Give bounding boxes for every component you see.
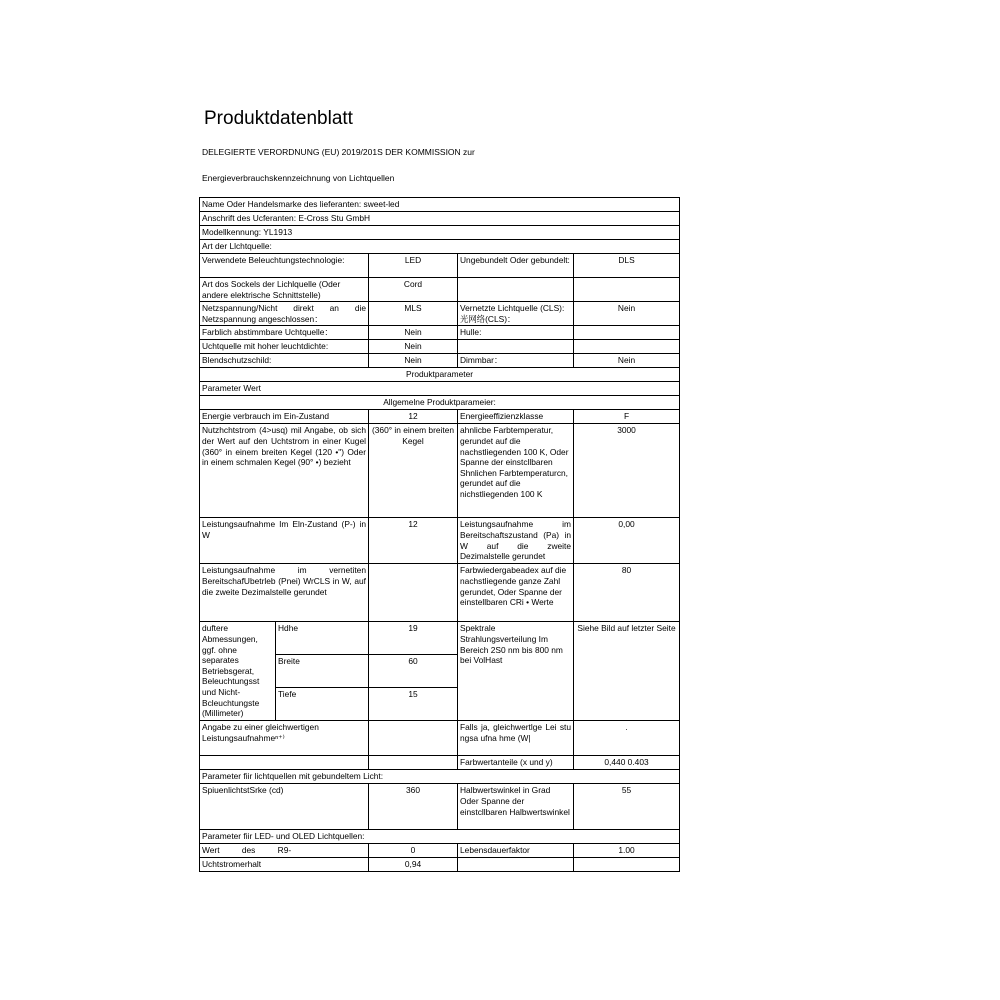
spectral-label: Spektrale Strahlungsverteilung Im Bereich 2S0 nm bis 800 nm bei VolHast: [458, 622, 574, 721]
dimmable-label: Dimmbar：: [458, 354, 574, 368]
cri-label: Farbwiedergabeadex auf die nachstliegende ganze Zahl gerundet, Oder Spanne der einstellbaren CRi • Werte: [458, 564, 574, 622]
high-luminance-label: Uchtquelle mit hoher leuchtdichte:: [200, 340, 369, 354]
networked-standby-label: Leistungsaufnahme im vernetiten BereitschafUbetrleb (Pnei) WrCLS in W, auf die zweite Dezimalstelle gerundet: [200, 564, 369, 622]
beam-angle-value: 55: [574, 784, 680, 830]
empty-cell: [574, 278, 680, 302]
luminous-flux-label: Nutzhchtstrom (4>usq) mil Angabe, ob sich der Wert auf den Uchtstrom in einer Kugel (360° in einem breiten Kegel (120 •") Oder in einem schmalen Kegel (90° •) bezieht: [200, 424, 369, 518]
socket-label: Art dos Sockels der Lichlquelle (Oder andere elektrische Schnittstelle): [200, 278, 369, 302]
height-label: Hdhe: [276, 622, 369, 655]
empty-cell: [369, 756, 458, 770]
empty-cell: [574, 326, 680, 340]
mains-label: Netzspannung/Nicht direkt an die Netzspannung angeschlossen：: [200, 302, 369, 326]
energy-label: Energie verbrauch im Ein-Zustand: [200, 410, 369, 424]
glare-shield-label: Blendschutzschild:: [200, 354, 369, 368]
cct-value: 3000: [574, 424, 680, 518]
equivalent-watt-value: .: [574, 721, 680, 756]
mains-value: MLS: [369, 302, 458, 326]
power-on-label: Leistungsaufnahme Im Eln-Zustand (P-) in W: [200, 518, 369, 564]
section-bundled-params: Parameter fiir lichtquellen mit gebundeltem Licht:: [200, 770, 680, 784]
standby-value: 0,00: [574, 518, 680, 564]
efficiency-value: F: [574, 410, 680, 424]
regulation-line: DELEGIERTE VERORDNUNG (EU) 2019/201S DER KOMMISSION zur: [202, 147, 475, 157]
cri-value: 80: [574, 564, 680, 622]
empty-cell: [574, 340, 680, 354]
hull-label: Hulle:: [458, 326, 574, 340]
param-value-header: Parameter Wert: [200, 382, 680, 396]
light-source-type: Art der Llchtquelle:: [200, 240, 680, 254]
empty-cell: [458, 278, 574, 302]
r9-value: 0: [369, 844, 458, 858]
width-value: 60: [369, 655, 458, 688]
lifetime-label: Lebensdauerfaktor: [458, 844, 574, 858]
cct-label: ahnlicbe Farbtemperatur, gerundet auf die nachstliegenden 100 K, Oder Spanne der einstcllbaren Shnlichen Farbtemperaturcn, gerundet auf die nichstliegenden 100 K: [458, 424, 574, 518]
empty-cell: [458, 858, 574, 872]
r9-label: Wert des R9-: [200, 844, 369, 858]
socket-value: Cord: [369, 278, 458, 302]
spectral-value: Siehe Bild auf letzter Seite: [574, 622, 680, 721]
supplier-address: Anschrift des Ucferanten: E-Cross Stu GmbH: [200, 212, 680, 226]
section-led-params: Parameter fiir LED- und OLED Lichtquellen:: [200, 830, 680, 844]
lifetime-value: 1.00: [574, 844, 680, 858]
chromaticity-label: Farbwertanteile (x und y): [458, 756, 574, 770]
model-id: Modellkennung: YL1913: [200, 226, 680, 240]
section-product-params: Produktparameter: [200, 368, 680, 382]
peak-intensity-value: 360: [369, 784, 458, 830]
high-luminance-value: Nein: [369, 340, 458, 354]
unbundled-label: Ungebundelt Oder gebundelt:: [458, 254, 574, 278]
color-tunable-value: Nein: [369, 326, 458, 340]
networked-standby-value: [369, 564, 458, 622]
empty-cell: [574, 858, 680, 872]
regulation-subline: Energieverbrauchskennzeichnung von Lichtquellen: [202, 173, 395, 183]
depth-value: 15: [369, 688, 458, 721]
tech-value: LED: [369, 254, 458, 278]
dimensions-label: duftere Abmessungen, ggf. ohne separates Betriebsgerat, Beleuchtungsst und Nicht-Bcleuchtungste (Millimeter): [200, 622, 276, 721]
height-value: 19: [369, 622, 458, 655]
width-label: Breite: [276, 655, 369, 688]
equivalent-watt-label: Falls ja, gleichwertlge Lei stu ngsa ufna hme (W|: [458, 721, 574, 756]
supplier-name: Name Oder Handelsmarke des lieferanten: sweet-led: [200, 198, 680, 212]
luminous-flux-value: (360° in einem breiten Kegel: [369, 424, 458, 518]
equivalent-power-value: [369, 721, 458, 756]
dimmable-value: Nein: [574, 354, 680, 368]
peak-intensity-label: SpiuenlichtstSrke (cd): [200, 784, 369, 830]
chromaticity-value: 0,440 0.403: [574, 756, 680, 770]
efficiency-label: Energieeffizienzklasse: [458, 410, 574, 424]
empty-cell: [200, 756, 369, 770]
color-tunable-label: Farblich abstimmbare Uchtquelle：: [200, 326, 369, 340]
cls-label: Vernetzte Lichtquelle (CLS): 光网络(CLS)：: [458, 302, 574, 326]
empty-cell: [458, 340, 574, 354]
page-title: Produktdatenblatt: [204, 108, 353, 129]
lumen-maintenance-label: Uchtstromerhalt: [200, 858, 369, 872]
glare-shield-value: Nein: [369, 354, 458, 368]
energy-value: 12: [369, 410, 458, 424]
cls-value: Nein: [574, 302, 680, 326]
tech-label: Verwendete Beleuchtungstechnologie:: [200, 254, 369, 278]
power-on-value: 12: [369, 518, 458, 564]
lumen-maintenance-value: 0,94: [369, 858, 458, 872]
product-data-table: [199, 197, 680, 872]
standby-label: Leistungsaufnahme im Bereitschaftszustand (Pa) in W auf die zweite Dezimalstelle gerundet: [458, 518, 574, 564]
unbundled-value: DLS: [574, 254, 680, 278]
beam-angle-label: Halbwertswinkel in Grad Oder Spanne der einstcllbaren Halbwertswinkel: [458, 784, 574, 830]
depth-label: Tiefe: [276, 688, 369, 721]
section-general-params: Allgemelne Produktparameier:: [200, 396, 680, 410]
equivalent-power-label: Angabe zu einer gleichwertigen Leistungsaufnahmeⁿ⁺⁾: [200, 721, 369, 756]
